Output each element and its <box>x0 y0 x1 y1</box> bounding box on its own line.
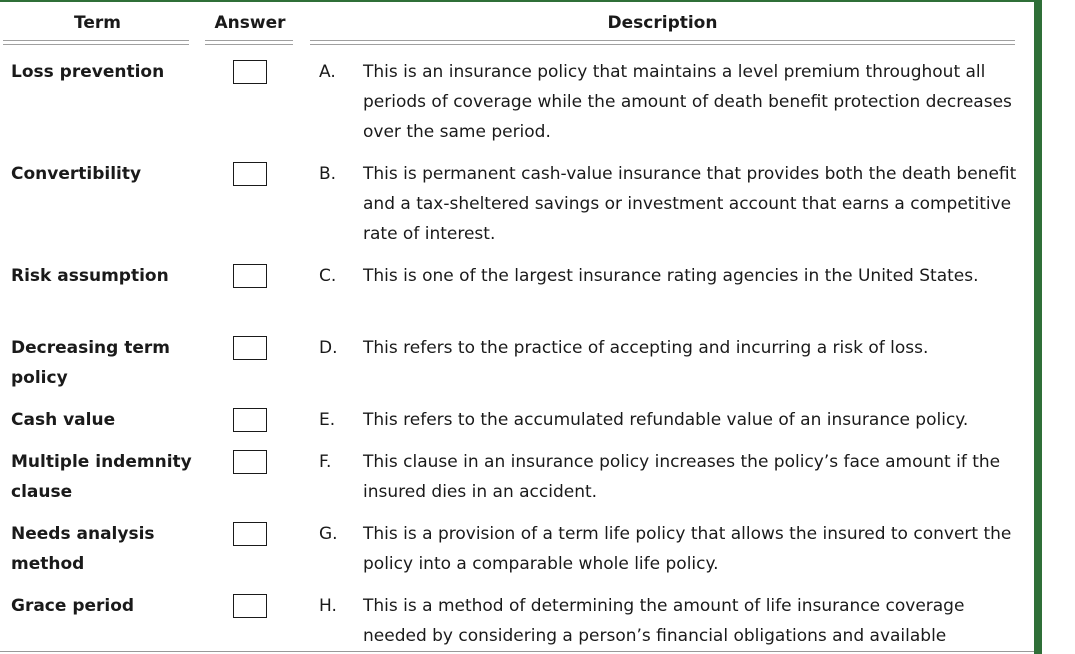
description-text: This is an insurance policy that maintains a level premium throughout all periods of coverage while the amount of death benefit protection decreases over the same period. <box>363 62 1012 142</box>
description-letter: C. <box>319 266 337 286</box>
header-rule-answer <box>205 40 293 45</box>
description-text: This refers to the practice of accepting and incurring a risk of loss. <box>363 338 929 358</box>
description-letter: G. <box>319 524 338 544</box>
header-answer: Answer <box>214 13 286 33</box>
term-label: Multiple indemnity clause <box>11 452 192 502</box>
answer-input[interactable] <box>233 522 267 546</box>
answer-input[interactable] <box>233 408 267 432</box>
term-label: Convertibility <box>11 164 142 184</box>
bottom-divider <box>0 651 1034 652</box>
description-text: This refers to the accumulated refundable value of an insurance policy. <box>363 410 969 430</box>
answer-input[interactable] <box>233 60 267 84</box>
answer-input[interactable] <box>233 264 267 288</box>
term-label: Grace period <box>11 596 135 616</box>
window-margin <box>1042 0 1075 654</box>
header-rule-description <box>310 40 1015 45</box>
term-label: Risk assumption <box>11 266 169 286</box>
description-text: This is permanent cash-value insurance that provides both the death benefit and a tax-sheltered savings or investment account that earns a competitive rate of interest. <box>363 164 1017 244</box>
description-letter: H. <box>319 596 337 616</box>
description-letter: E. <box>319 410 336 430</box>
term-label: Needs analysis method <box>11 524 155 574</box>
answer-input[interactable] <box>233 162 267 186</box>
term-label: Decreasing term policy <box>11 338 170 388</box>
description-text: This is one of the largest insurance rating agencies in the United States. <box>363 266 979 286</box>
answer-input[interactable] <box>233 594 267 618</box>
answer-input[interactable] <box>233 336 267 360</box>
header-term: Term <box>74 13 121 33</box>
description-text: This is a provision of a term life policy that allows the insured to convert the policy into a comparable whole life policy. <box>363 524 1012 574</box>
description-letter: B. <box>319 164 337 184</box>
term-label: Loss prevention <box>11 62 165 82</box>
description-letter: F. <box>319 452 332 472</box>
term-label: Cash value <box>11 410 116 430</box>
description-letter: A. <box>319 62 336 82</box>
answer-input[interactable] <box>233 450 267 474</box>
description-letter: D. <box>319 338 338 358</box>
header-description: Description <box>607 13 718 33</box>
window-right-border <box>1034 0 1042 654</box>
header-rule-term <box>3 40 189 45</box>
description-text: This is a method of determining the amount of life insurance coverage needed by considering a person’s financial obligations and available <box>363 596 965 646</box>
description-text: This clause in an insurance policy increases the policy’s face amount if the insured dies in an accident. <box>363 452 1001 502</box>
